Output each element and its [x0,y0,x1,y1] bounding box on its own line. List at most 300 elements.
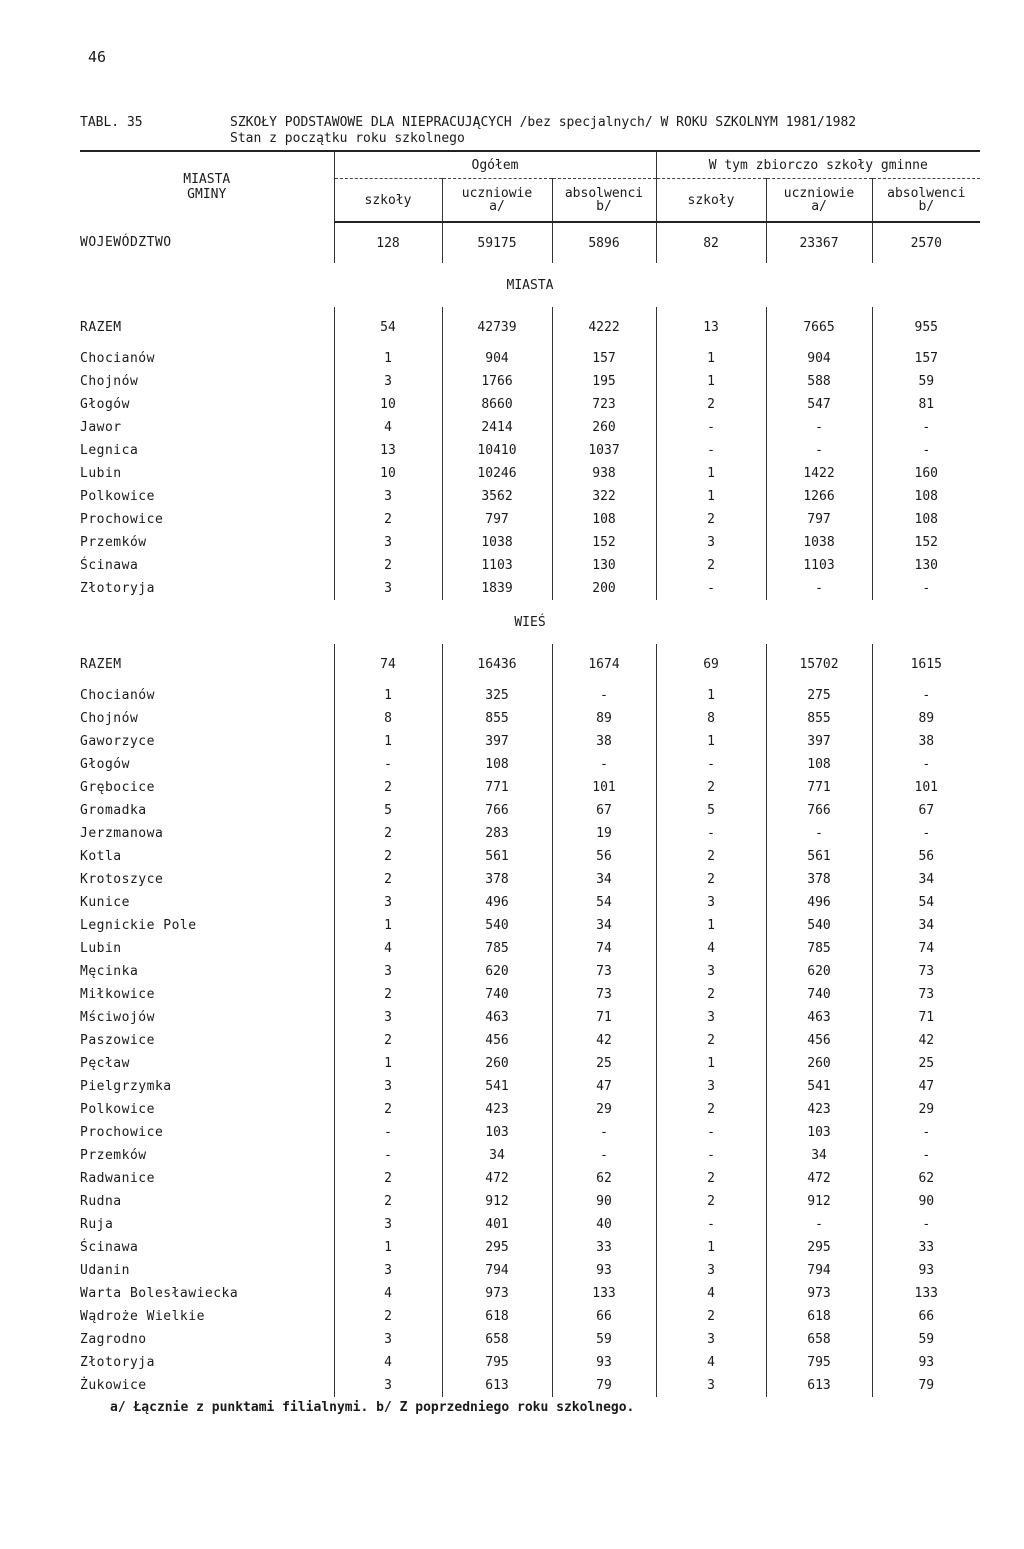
cell: - [552,1144,656,1167]
table-row [80,1075,980,1098]
row-name: Gaworzyce [80,734,155,749]
statistics-table [80,150,980,1397]
cell: 2 [656,776,766,799]
table-row [80,730,980,753]
cell: 1 [656,462,766,485]
row-label-line2: GMINY [187,187,227,202]
table-row [80,1328,980,1351]
cell: 34 [872,914,980,937]
cell: 1 [656,370,766,393]
cell: 2 [656,393,766,416]
cell: 295 [766,1236,872,1259]
cell: 19 [552,822,656,845]
cell: 2 [334,983,442,1006]
cell: - [766,439,872,462]
col-header-pupils-note: a/ [489,199,505,214]
cell: 54 [334,307,442,347]
cell: 73 [872,960,980,983]
table-row [80,1052,980,1075]
section-label: WIEŚ [514,614,546,630]
cell: - [766,577,872,600]
cell: 2 [656,845,766,868]
row-name: Lubin [80,941,122,956]
cell: 10246 [442,462,552,485]
cell: 1674 [552,644,656,684]
cell: 456 [766,1029,872,1052]
cell: 797 [442,508,552,531]
table-row [80,937,980,960]
cell: 2 [656,868,766,891]
table-row [80,684,980,707]
cell: 101 [872,776,980,799]
row-name: Paszowice [80,1033,155,1048]
cell: 2 [334,868,442,891]
cell: 103 [442,1121,552,1144]
col-header-pupils-rural [766,179,872,223]
cell: 67 [872,799,980,822]
cell: 133 [872,1282,980,1305]
cell: 59 [872,1328,980,1351]
table-row [80,914,980,937]
cell: 540 [442,914,552,937]
cell: 40 [552,1213,656,1236]
cell: 723 [552,393,656,416]
cell: 794 [766,1259,872,1282]
table-row [80,485,980,508]
cell: 5896 [552,222,656,263]
cell: 766 [766,799,872,822]
row-name: Rudna [80,1194,122,1209]
cell: 93 [552,1259,656,1282]
cell: 955 [872,307,980,347]
table-title [80,115,980,146]
cell: 1 [334,730,442,753]
row-name: RAZEM [80,319,122,335]
cell: 3 [334,370,442,393]
cell: 912 [442,1190,552,1213]
col-header-graduates [552,179,656,223]
table-row [80,416,980,439]
cell: 766 [442,799,552,822]
cell: 463 [766,1006,872,1029]
table-row [80,370,980,393]
section-heading-row [80,263,980,307]
cell: 47 [552,1075,656,1098]
cell: 34 [552,868,656,891]
cell: 157 [872,347,980,370]
cell: 128 [334,222,442,263]
cell: 785 [766,937,872,960]
table-row [80,1098,980,1121]
cell: 2 [656,1029,766,1052]
cell: - [334,1121,442,1144]
cell: 2 [334,776,442,799]
cell: 25 [872,1052,980,1075]
cell: 93 [872,1259,980,1282]
cell: 108 [442,753,552,776]
cell: 42 [552,1029,656,1052]
cell: - [552,684,656,707]
cell: 93 [552,1351,656,1374]
cell: - [872,1213,980,1236]
cell: - [552,1121,656,1144]
cell: 397 [766,730,872,753]
cell: 620 [766,960,872,983]
col-header-graduates-rural-note: b/ [918,199,935,214]
cell: 2 [334,554,442,577]
cell: 38 [872,730,980,753]
row-label-header [80,151,334,222]
col-header-pupils-rural-note: a/ [811,199,827,214]
cell: 496 [766,891,872,914]
cell: 10410 [442,439,552,462]
cell: 82 [656,222,766,263]
cell: 33 [872,1236,980,1259]
row-name: Pęcław [80,1056,130,1071]
row-name: Chocianów [80,688,155,703]
cell: 81 [872,393,980,416]
cell: 34 [552,914,656,937]
row-label-line1: MIASTA [183,172,231,187]
col-header-graduates-note: b/ [596,199,612,214]
cell: 973 [766,1282,872,1305]
table-row [80,868,980,891]
table-row [80,1374,980,1397]
cell: - [766,1213,872,1236]
table-row [80,960,980,983]
row-name: Polkowice [80,489,155,504]
cell: 3 [334,1006,442,1029]
cell: - [656,1121,766,1144]
cell: 472 [442,1167,552,1190]
table-body [80,222,980,1397]
cell: 42 [872,1029,980,1052]
cell: 1037 [552,439,656,462]
col-header-graduates-rural [872,179,980,223]
row-name: Warta Bolesławiecka [80,1286,239,1301]
cell: 130 [872,554,980,577]
cell: 1 [334,684,442,707]
cell: 658 [442,1328,552,1351]
cell: 1422 [766,462,872,485]
col-header-pupils [442,179,552,223]
cell: 90 [872,1190,980,1213]
cell: 4 [656,937,766,960]
cell: 133 [552,1282,656,1305]
page-number: 46 [88,48,107,66]
cell: 2414 [442,416,552,439]
row-name: Chojnów [80,374,139,389]
table-row [80,753,980,776]
table-row [80,822,980,845]
cell: - [872,822,980,845]
cell: 3 [656,1374,766,1397]
cell: 73 [552,983,656,1006]
table-subtitle: Stan z początku roku szkolnego [230,131,465,146]
cell: 797 [766,508,872,531]
cell: 5 [656,799,766,822]
col-header-pupils-text: uczniowie [461,186,533,201]
cell: 66 [552,1305,656,1328]
cell: 10 [334,393,442,416]
cell: 29 [552,1098,656,1121]
cell: 1839 [442,577,552,600]
cell: 2 [334,1305,442,1328]
row-name: Prochowice [80,512,164,527]
table-row [80,1236,980,1259]
cell: - [872,753,980,776]
cell: 38 [552,730,656,753]
cell: 3 [334,485,442,508]
table-row [80,439,980,462]
cell: 1 [334,347,442,370]
cell: 62 [872,1167,980,1190]
cell: 3 [656,960,766,983]
cell: 3 [656,891,766,914]
cell: 472 [766,1167,872,1190]
row-name: WOJEWÓDZTWO [80,235,172,250]
cell: 1 [334,914,442,937]
cell: 3 [656,1328,766,1351]
cell: 4 [334,1351,442,1374]
cell: 588 [766,370,872,393]
cell: 3 [656,1075,766,1098]
cell: 2570 [872,222,980,263]
cell: 2 [656,1305,766,1328]
cell: 108 [872,485,980,508]
cell: 3 [334,960,442,983]
cell: 108 [766,753,872,776]
cell: 13 [656,307,766,347]
row-name: RAZEM [80,656,122,672]
cell: 1038 [442,531,552,554]
cell: - [872,1121,980,1144]
cell: 2 [334,1167,442,1190]
row-name: Przemków [80,535,147,550]
row-name: Chocianów [80,351,155,366]
table-row [80,554,980,577]
cell: 855 [442,707,552,730]
row-name: Mściwojów [80,1010,155,1025]
cell: - [334,1144,442,1167]
cell: 1 [656,1236,766,1259]
cell: 283 [442,822,552,845]
table-row [80,393,980,416]
row-name: Gromadka [80,803,147,818]
cell: 3 [334,891,442,914]
cell: 54 [552,891,656,914]
cell: - [656,416,766,439]
table-row [80,577,980,600]
cell: 42739 [442,307,552,347]
row-name: Ścinawa [80,558,139,573]
cell: 10 [334,462,442,485]
cell: 25 [552,1052,656,1075]
cell: 33 [552,1236,656,1259]
cell: 23367 [766,222,872,263]
row-name: Ruja [80,1217,114,1232]
table-row [80,891,980,914]
row-name: Grębocice [80,780,155,795]
cell: 13 [334,439,442,462]
row-name: Polkowice [80,1102,155,1117]
cell: 1 [656,684,766,707]
cell: 973 [442,1282,552,1305]
cell: 73 [552,960,656,983]
cell: 1 [656,914,766,937]
cell: 89 [552,707,656,730]
cell: 3 [334,577,442,600]
row-name: Głogów [80,757,130,772]
cell: 56 [872,845,980,868]
cell: 90 [552,1190,656,1213]
cell: 1766 [442,370,552,393]
row-name: Legnica [80,443,139,458]
cell: - [872,684,980,707]
cell: 74 [552,937,656,960]
cell: 2 [656,1098,766,1121]
cell: 152 [872,531,980,554]
cell: 561 [766,845,872,868]
cell: - [656,753,766,776]
cell: 2 [334,508,442,531]
cell: 195 [552,370,656,393]
row-name: Pielgrzymka [80,1079,172,1094]
cell: 160 [872,462,980,485]
cell: 71 [872,1006,980,1029]
cell: 904 [766,347,872,370]
cell: 795 [442,1351,552,1374]
cell: 7665 [766,307,872,347]
col-header-schools-rural: szkoły [656,179,766,223]
cell: 4 [656,1282,766,1305]
cell: 15702 [766,644,872,684]
cell: 4222 [552,307,656,347]
cell: 618 [442,1305,552,1328]
cell: 1103 [766,554,872,577]
cell: 3 [656,1006,766,1029]
cell: 4 [334,1282,442,1305]
cell: 34 [442,1144,552,1167]
cell: - [656,822,766,845]
cell: 423 [766,1098,872,1121]
cell: 54 [872,891,980,914]
table-row [80,776,980,799]
cell: - [656,1144,766,1167]
cell: 93 [872,1351,980,1374]
section-label: MIASTA [506,277,554,293]
cell: 3 [656,531,766,554]
cell: 423 [442,1098,552,1121]
table-row [80,1213,980,1236]
cell: 2 [656,508,766,531]
row-name: Miłkowice [80,987,155,1002]
cell: 59 [872,370,980,393]
row-name: Chojnów [80,711,139,726]
cell: 2 [334,1190,442,1213]
table-row [80,1006,980,1029]
cell: 3 [334,531,442,554]
cell: 1 [334,1236,442,1259]
row-name: Prochowice [80,1125,164,1140]
cell: 74 [872,937,980,960]
table-row [80,1144,980,1167]
row-name: Jerzmanowa [80,826,164,841]
table-row [80,1282,980,1305]
cell: 540 [766,914,872,937]
cell: 2 [334,845,442,868]
cell: 66 [872,1305,980,1328]
cell: 79 [552,1374,656,1397]
cell: 260 [552,416,656,439]
row-name: Głogów [80,397,130,412]
cell: 620 [442,960,552,983]
cell: 8660 [442,393,552,416]
group-header-total: Ogółem [334,151,656,179]
cell: 785 [442,937,552,960]
cell: 79 [872,1374,980,1397]
cell: - [552,753,656,776]
row-name: Legnickie Pole [80,918,197,933]
table-row [80,707,980,730]
table-row [80,462,980,485]
table-row [80,1121,980,1144]
row-name: Udanin [80,1263,130,1278]
cell: 103 [766,1121,872,1144]
cell: 2 [334,1029,442,1052]
cell: 771 [766,776,872,799]
cell: 3 [334,1328,442,1351]
cell: 4 [656,1351,766,1374]
cell: 200 [552,577,656,600]
cell: 16436 [442,644,552,684]
cell: 613 [442,1374,552,1397]
cell: 463 [442,1006,552,1029]
cell: 547 [766,393,872,416]
cell: 56 [552,845,656,868]
cell: 456 [442,1029,552,1052]
cell: - [656,439,766,462]
table-row [80,799,980,822]
cell: 89 [872,707,980,730]
table-row [80,531,980,554]
cell: 101 [552,776,656,799]
cell: 2 [656,1190,766,1213]
table-row [80,1305,980,1328]
cell: 1 [656,1052,766,1075]
cell: 108 [872,508,980,531]
cell: 904 [442,347,552,370]
table-number: TABL. 35 [80,115,143,130]
table-row [80,1167,980,1190]
cell: 613 [766,1374,872,1397]
footnote: a/ Łącznie z punktami filialnymi. b/ Z poprzedniego roku szkolnego. [110,1400,635,1415]
cell: 3562 [442,485,552,508]
cell: 3 [334,1259,442,1282]
cell: 912 [766,1190,872,1213]
cell: 397 [442,730,552,753]
cell: 74 [334,644,442,684]
row-name: Radwanice [80,1171,155,1186]
cell: 1615 [872,644,980,684]
table-title-text: SZKOŁY PODSTAWOWE DLA NIEPRACUJĄCYCH /bez specjalnych/ W ROKU SZKOLNYM 1981/1982 [230,115,857,130]
table-row [80,1351,980,1374]
table-row [80,347,980,370]
cell: 2 [656,983,766,1006]
cell: 1038 [766,531,872,554]
cell: - [872,439,980,462]
voivodeship-row [80,222,980,263]
